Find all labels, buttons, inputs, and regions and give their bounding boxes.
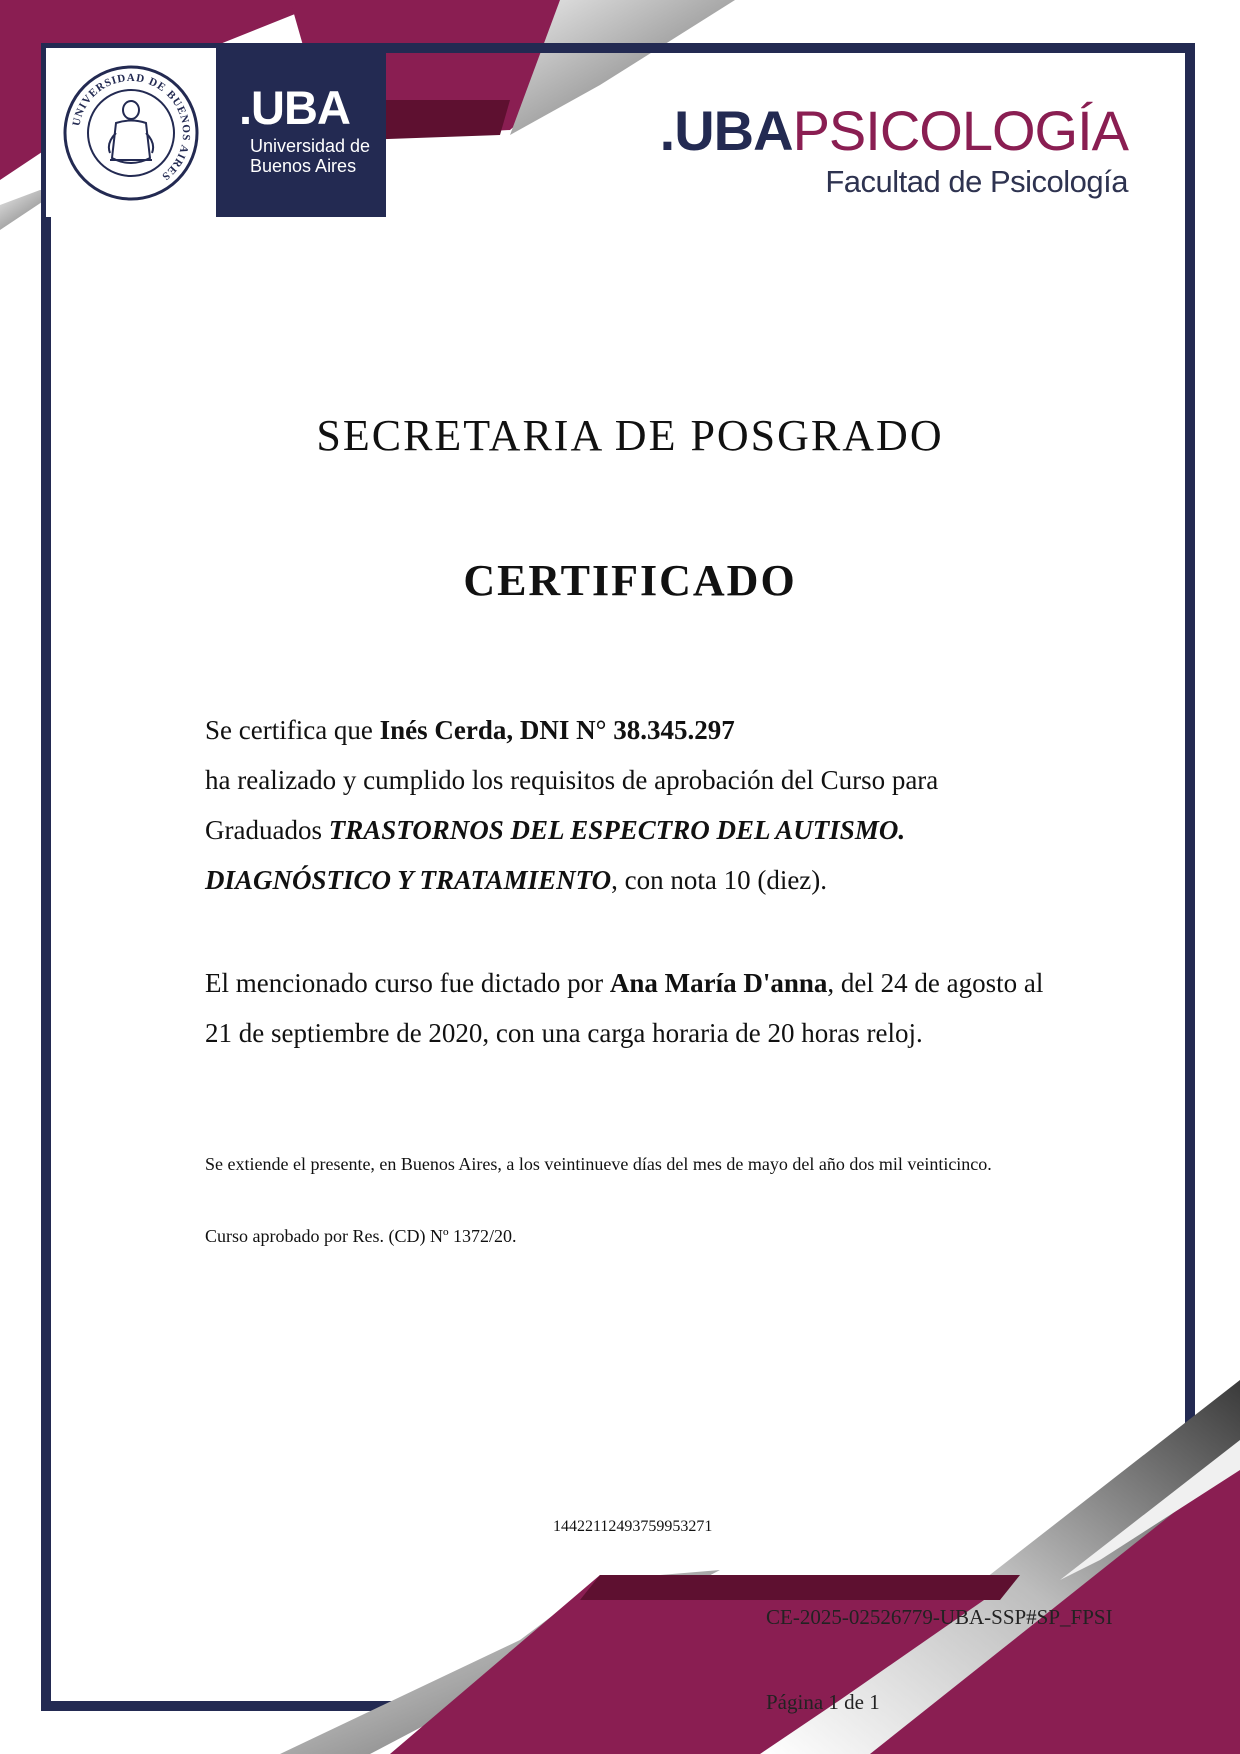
brand-uba: .UBA	[659, 99, 793, 162]
p2-end: , del 24 de agosto al 21 de septiembre de 2020, con una carga horaria de 20 horas reloj.	[205, 968, 1044, 1048]
teacher-name: Ana María D'anna	[609, 968, 828, 998]
certification-paragraph	[205, 705, 1045, 905]
p1-middle: ha realizado y cumplido los requisitos de aprobación del Curso para Graduados	[205, 765, 939, 845]
uba-logo-text: .UBA	[239, 81, 350, 134]
document-id: CE-2025-02526779-UBA-SSP#SP_FPSI	[766, 1605, 1113, 1629]
faculty-brand	[660, 100, 1128, 200]
p1-end: , con nota 10 (diez).	[611, 865, 828, 895]
university-seal-icon	[46, 48, 216, 217]
uba-subtitle-line-2: Buenos Aires	[250, 156, 357, 176]
course-name: TRASTORNOS DEL ESPECTRO DEL AUTISMO. DIAGNÓSTICO Y TRATAMIENTO	[205, 815, 906, 895]
issued-statement: Se extiende el presente, en Buenos Aires, a los veintinueve días del mes de mayo del año dos mil veinticinco.	[205, 1154, 992, 1174]
certificate-title: CERTIFICADO	[463, 556, 797, 605]
department-title: SECRETARIA DE POSGRADO	[316, 411, 944, 460]
uba-subtitle-line-1: Universidad de	[250, 136, 371, 156]
verification-code: 14422112493759953271	[553, 1518, 713, 1535]
uba-logo-subtitle	[250, 136, 370, 176]
course-details-paragraph	[205, 958, 1045, 1058]
seal-text: UNIVERSIDAD DE BUENOS AIRES	[70, 71, 193, 183]
university-seal-box	[46, 48, 216, 217]
p2-intro: El mencionado curso fue dictado por	[205, 968, 610, 998]
p1-intro: Se certifica que	[205, 715, 380, 745]
page-number: Página 1 de 1	[766, 1690, 880, 1714]
recipient-name: Inés Cerda, DNI N° 38.345.297	[379, 715, 735, 745]
brand-facultad: Facultad de Psicología	[825, 164, 1128, 199]
bottom-dark-band-top	[580, 1575, 1020, 1600]
uba-logo	[216, 48, 386, 217]
brand-psicologia: PSICOLOGÍA	[792, 99, 1128, 162]
resolution-note: Curso aprobado por Res. (CD) Nº 1372/20.	[205, 1226, 517, 1246]
